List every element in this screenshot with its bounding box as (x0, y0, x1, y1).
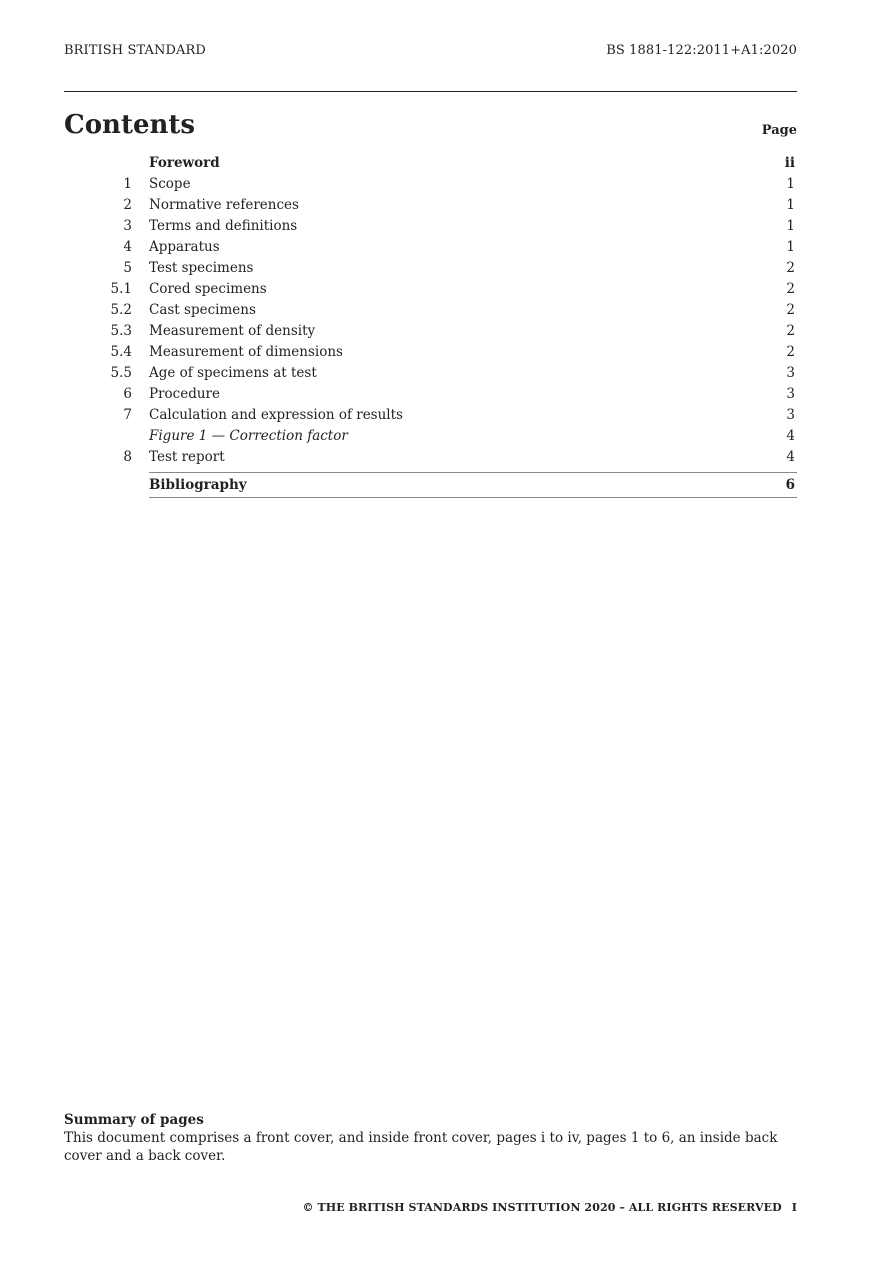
toc-entry-label: Measurement of density (149, 323, 316, 339)
toc-entry-label: Bibliography (149, 477, 247, 493)
summary-of-pages (64, 1111, 799, 1165)
toc-entry[interactable] (64, 321, 797, 342)
toc-entry-label: Procedure (149, 386, 220, 402)
page-number: I (791, 1201, 797, 1214)
toc-entry-label: Figure 1 — Correction factor (149, 428, 348, 444)
toc-entry-page: 1 (786, 176, 795, 192)
header-standard-label: BRITISH STANDARD (64, 43, 206, 58)
toc-entry-label: Cored specimens (149, 281, 267, 297)
toc-entry-number: 5.1 (110, 281, 132, 297)
toc-entry-label: Test report (149, 449, 225, 465)
page-column-heading: Page (761, 123, 797, 138)
toc-entry[interactable] (64, 237, 797, 258)
toc-entry-number: 5.2 (110, 302, 132, 318)
toc-entry-number: 5.3 (110, 323, 132, 339)
summary-text: This document comprises a front cover, and inside front cover, pages i to iv, pages 1 to 6, an inside back cover and a back cover. (64, 1130, 778, 1164)
toc-entry-page: 3 (786, 407, 795, 423)
toc-entry-page: 2 (786, 323, 795, 339)
toc-entry-page: 1 (786, 197, 795, 213)
copyright-notice: © THE BRITISH STANDARDS INSTITUTION 2020 – ALL RIGHTS RESERVED (302, 1201, 782, 1214)
toc-entry[interactable] (64, 174, 797, 195)
toc-entry-page: 6 (785, 477, 795, 493)
toc-entry-label: Foreword (149, 155, 220, 171)
toc-entry[interactable] (64, 300, 797, 321)
toc-entry-page: 2 (786, 260, 795, 276)
toc-entry-number: 1 (123, 176, 132, 192)
toc-entry-page: ii (784, 155, 795, 171)
toc-entry-label: Normative references (149, 197, 299, 213)
toc-entry-page: 3 (786, 365, 795, 381)
toc-entry-number: 2 (123, 197, 132, 213)
toc-entry-page: 1 (786, 239, 795, 255)
toc-entry-number: 4 (123, 239, 132, 255)
table-of-contents (64, 153, 797, 498)
toc-entry-page: 2 (786, 344, 795, 360)
toc-entry-label: Apparatus (149, 239, 220, 255)
toc-entry-label: Calculation and expression of results (149, 407, 403, 423)
toc-entry-label: Cast specimens (149, 302, 256, 318)
toc-entry-number: 5.4 (110, 344, 132, 360)
toc-entry[interactable] (64, 447, 797, 468)
toc-entry-foreword[interactable] (64, 153, 797, 174)
toc-entry[interactable] (64, 363, 797, 384)
page-title: Contents (64, 110, 196, 140)
header-divider (64, 91, 797, 92)
toc-entry[interactable] (64, 258, 797, 279)
toc-entry-page: 4 (786, 428, 795, 444)
toc-entry-page: 2 (786, 281, 795, 297)
toc-entry-page: 4 (786, 449, 795, 465)
toc-entry-number: 7 (123, 407, 132, 423)
toc-entry-label: Terms and definitions (149, 218, 298, 234)
toc-entry[interactable] (64, 405, 797, 426)
toc-divider (149, 497, 797, 498)
toc-entry-number: 5 (123, 260, 132, 276)
footer (302, 1201, 797, 1214)
toc-entry[interactable] (64, 195, 797, 216)
toc-entry[interactable] (64, 384, 797, 405)
toc-entry-page: 1 (786, 218, 795, 234)
summary-title: Summary of pages (64, 1112, 204, 1128)
toc-entry-figure[interactable] (64, 426, 797, 447)
toc-entry-label: Scope (149, 176, 191, 192)
toc-entry-page: 2 (786, 302, 795, 318)
toc-entry-label: Measurement of dimensions (149, 344, 343, 360)
toc-entry-number: 8 (123, 449, 132, 465)
toc-entry-label: Age of specimens at test (149, 365, 317, 381)
toc-entry-label: Test specimens (149, 260, 254, 276)
toc-entry[interactable] (64, 279, 797, 300)
toc-entry-number: 3 (123, 218, 132, 234)
toc-entry-page: 3 (786, 386, 795, 402)
toc-entry[interactable] (64, 216, 797, 237)
header-standard-number: BS 1881-122:2011+A1:2020 (606, 43, 797, 58)
toc-entry-number: 6 (123, 386, 132, 402)
toc-entry-bibliography[interactable] (64, 473, 797, 497)
toc-entry-number: 5.5 (110, 365, 132, 381)
toc-entry[interactable] (64, 342, 797, 363)
